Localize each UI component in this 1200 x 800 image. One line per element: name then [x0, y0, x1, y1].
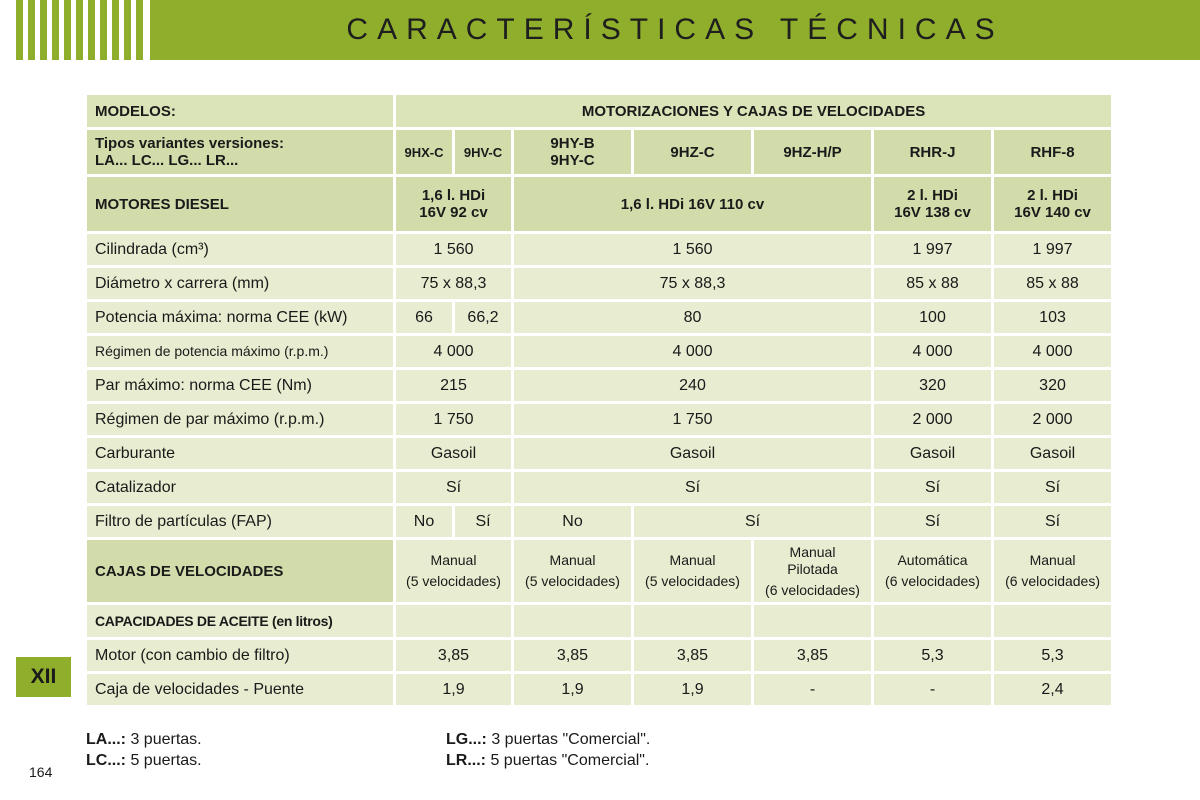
row-label-potencia: Potencia máxima: norma CEE (kW) — [87, 302, 393, 333]
cell-value: 320 — [874, 370, 991, 401]
table-row — [87, 370, 1111, 401]
variant-9hv-c: 9HV-C — [455, 130, 511, 174]
cell-value: 1 997 — [994, 234, 1111, 265]
cell-value: Gasoil — [396, 438, 511, 469]
footnote-la — [86, 729, 202, 750]
footnote-text: 5 puertas. — [126, 752, 202, 769]
row-label-motor: Motor (con cambio de filtro) — [87, 640, 393, 671]
cell-value: 4 000 — [514, 336, 871, 367]
row-label-diametro: Diámetro x carrera (mm) — [87, 268, 393, 299]
footnote-lg — [446, 729, 650, 750]
cell-value: Sí — [396, 472, 511, 503]
gearbox-type: Automática — [897, 552, 968, 568]
cell-value: 240 — [514, 370, 871, 401]
cell-value: Gasoil — [874, 438, 991, 469]
cell-value: No — [514, 506, 631, 537]
row-label-regimen-potencia: Régimen de potencia máximo (r.p.m.) — [87, 336, 393, 367]
cell-value: Sí — [994, 506, 1111, 537]
empty-cell — [514, 605, 631, 637]
cell-value: 215 — [396, 370, 511, 401]
cell-value: Gasoil — [994, 438, 1111, 469]
footnote-lr — [446, 750, 650, 771]
cell-value: 1,9 — [634, 674, 751, 705]
cell-value: 1 560 — [396, 234, 511, 265]
gearbox-row — [87, 540, 1111, 602]
footnote-text: 5 puertas "Comercial". — [486, 752, 650, 769]
gearbox-cell — [754, 540, 871, 602]
cell-value: 85 x 88 — [874, 268, 991, 299]
cell-value: 3,85 — [396, 640, 511, 671]
footnote-key: LC...: — [86, 752, 126, 769]
chapter-tab: XII — [16, 657, 71, 697]
header-stripe — [136, 0, 143, 60]
row-label-catalizador: Catalizador — [87, 472, 393, 503]
cell-value: 320 — [994, 370, 1111, 401]
empty-cell — [994, 605, 1111, 637]
table-row — [87, 268, 1111, 299]
header-stripe — [112, 0, 119, 60]
cell-value: 66,2 — [455, 302, 511, 333]
gearbox-type: Manual — [549, 552, 596, 568]
diesel-138cv-line1: 2 l. HDi — [907, 187, 958, 204]
table-row — [87, 404, 1111, 435]
diesel-140cv-line2: 16V 140 cv — [1014, 204, 1091, 221]
cell-value: 100 — [874, 302, 991, 333]
row-label-par: Par máximo: norma CEE (Nm) — [87, 370, 393, 401]
cell-value: 66 — [396, 302, 452, 333]
cell-value: Sí — [634, 506, 871, 537]
table-row — [87, 336, 1111, 367]
header-stripe — [100, 0, 107, 60]
variant-rhr-j: RHR-J — [874, 130, 991, 174]
gearbox-type: Manual — [789, 543, 836, 560]
cell-value: 5,3 — [874, 640, 991, 671]
gearbox-speeds: (6 velocidades) — [765, 581, 860, 598]
header-stripe — [64, 0, 71, 60]
oil-capacity-label: CAPACIDADES DE ACEITE (en litros) — [87, 605, 393, 637]
gearbox-type-2: Pilotada — [787, 560, 838, 577]
page-number: 164 — [29, 764, 53, 780]
table-row — [87, 472, 1111, 503]
table-row — [87, 640, 1111, 671]
variant-9hx-c: 9HX-C — [396, 130, 452, 174]
cell-value: 3,85 — [754, 640, 871, 671]
footnote-key: LG...: — [446, 731, 487, 748]
diesel-140cv-line1: 2 l. HDi — [1027, 187, 1078, 204]
cell-value: Sí — [994, 472, 1111, 503]
gearbox-speeds: (5 velocidades) — [525, 573, 620, 589]
gearbox-type: Manual — [1029, 552, 1076, 568]
specifications-table — [84, 92, 1114, 708]
cell-value: Gasoil — [514, 438, 871, 469]
cell-value: Sí — [514, 472, 871, 503]
table-row — [87, 234, 1111, 265]
gearbox-cell — [634, 540, 751, 602]
header-stripe — [28, 0, 35, 60]
cell-value: 2 000 — [994, 404, 1111, 435]
cell-value: 3,85 — [514, 640, 631, 671]
models-label: MODELOS: — [87, 95, 393, 127]
variants-label-line2: LA... LC... LG... LR... — [95, 152, 239, 169]
cell-value: Sí — [874, 472, 991, 503]
variant-9hy — [514, 130, 631, 174]
cell-value: 4 000 — [396, 336, 511, 367]
diesel-92cv — [396, 177, 511, 231]
table-row — [87, 438, 1111, 469]
variant-9hz-c: 9HZ-C — [634, 130, 751, 174]
table-row — [87, 506, 1111, 537]
empty-cell — [874, 605, 991, 637]
cell-value: No — [396, 506, 452, 537]
diesel-label: MOTORES DIESEL — [87, 177, 393, 231]
gearbox-type: Manual — [669, 552, 716, 568]
cell-value: Sí — [874, 506, 991, 537]
footnotes-left — [86, 729, 202, 771]
gearbox-label: CAJAS DE VELOCIDADES — [87, 540, 393, 602]
diesel-138cv-line2: 16V 138 cv — [894, 204, 971, 221]
gearbox-cell — [514, 540, 631, 602]
diesel-92cv-line2: 16V 92 cv — [419, 204, 488, 221]
gearbox-speeds: (6 velocidades) — [1005, 573, 1100, 589]
variant-9hy-c: 9HY-C — [550, 152, 595, 169]
row-label-cilindrada: Cilindrada (cm³) — [87, 234, 393, 265]
oil-header-row — [87, 605, 1111, 637]
row-label-caja: Caja de velocidades - Puente — [87, 674, 393, 705]
diesel-110cv: 1,6 l. HDi 16V 110 cv — [514, 177, 871, 231]
empty-cell — [634, 605, 751, 637]
footnote-lc — [86, 750, 202, 771]
cell-value: 2 000 — [874, 404, 991, 435]
cell-value: 103 — [994, 302, 1111, 333]
header-stripe — [16, 0, 23, 60]
header-stripe — [76, 0, 83, 60]
engines-header: MOTORIZACIONES Y CAJAS DE VELOCIDADES — [396, 95, 1111, 127]
table-row — [87, 674, 1111, 705]
cell-value: 1,9 — [514, 674, 631, 705]
diesel-140cv — [994, 177, 1111, 231]
variant-9hy-b: 9HY-B — [550, 135, 595, 152]
cell-value: 3,85 — [634, 640, 751, 671]
cell-value: 1 750 — [514, 404, 871, 435]
header-stripe — [52, 0, 59, 60]
diesel-92cv-line1: 1,6 l. HDi — [421, 187, 486, 204]
footnotes-right — [446, 729, 650, 771]
header-stripe — [40, 0, 47, 60]
cell-value: 4 000 — [874, 336, 991, 367]
empty-cell — [754, 605, 871, 637]
gearbox-cell — [396, 540, 511, 602]
diesel-138cv — [874, 177, 991, 231]
gearbox-speeds: (5 velocidades) — [645, 573, 740, 589]
cell-value: 75 x 88,3 — [396, 268, 511, 299]
footnote-key: LA...: — [86, 731, 126, 748]
footnote-key: LR...: — [446, 752, 486, 769]
cell-value: 85 x 88 — [994, 268, 1111, 299]
cell-value: 5,3 — [994, 640, 1111, 671]
table-row — [87, 302, 1111, 333]
cell-value: 75 x 88,3 — [514, 268, 871, 299]
variants-label-line1: Tipos variantes versiones: — [95, 135, 284, 152]
cell-value: - — [874, 674, 991, 705]
header-stripe — [124, 0, 131, 60]
gearbox-type: Manual — [430, 552, 477, 568]
variant-rhf-8: RHF-8 — [994, 130, 1111, 174]
cell-value: 4 000 — [994, 336, 1111, 367]
row-label-fap: Filtro de partículas (FAP) — [87, 506, 393, 537]
cell-value: Sí — [455, 506, 511, 537]
cell-value: 2,4 — [994, 674, 1111, 705]
empty-cell — [396, 605, 511, 637]
header-stripe — [88, 0, 95, 60]
footnote-text: 3 puertas "Comercial". — [486, 731, 651, 748]
footnote-text: 3 puertas. — [126, 731, 202, 748]
gearbox-cell — [874, 540, 991, 602]
gearbox-speeds: (6 velocidades) — [885, 573, 980, 589]
variant-9hz-hp: 9HZ-H/P — [754, 130, 871, 174]
page-title: CARACTERÍSTICAS TÉCNICAS — [346, 13, 1004, 46]
gearbox-cell — [994, 540, 1111, 602]
cell-value: 1,9 — [396, 674, 511, 705]
variants-label — [87, 130, 393, 174]
gearbox-speeds: (5 velocidades) — [406, 573, 501, 589]
cell-value: 80 — [514, 302, 871, 333]
cell-value: 1 750 — [396, 404, 511, 435]
row-label-regimen-par: Régimen de par máximo (r.p.m.) — [87, 404, 393, 435]
cell-value: - — [754, 674, 871, 705]
cell-value: 1 997 — [874, 234, 991, 265]
cell-value: 1 560 — [514, 234, 871, 265]
row-label-carburante: Carburante — [87, 438, 393, 469]
